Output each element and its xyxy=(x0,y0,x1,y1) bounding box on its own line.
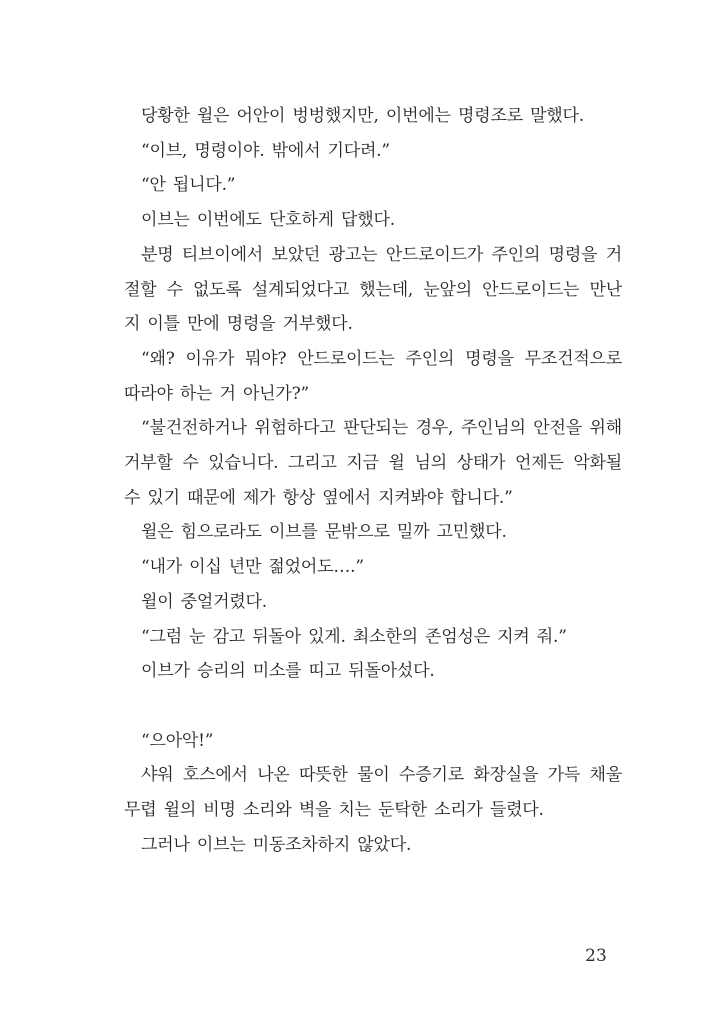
body-text xyxy=(124,99,622,862)
paragraph-dialogue: “그럼 눈 감고 뒤돌아 있게. 최소한의 존엄성은 지켜 줘.” xyxy=(141,626,567,647)
paragraph-dialogue: “불건전하거나 위험하다고 판단되는 경우, 주인님의 안전을 위해 거부할 수 있습니다. 그리고 지금 윌 님의 상태가 언제든 악화될 수 있기 때문에 제가 항상 옆에서 지켜봐야 합니다.” xyxy=(124,418,622,508)
paragraph: 이브가 승리의 미소를 띠고 뒤돌아섰다. xyxy=(141,661,435,682)
page-number: 23 xyxy=(585,946,607,966)
paragraph: 분명 티브이에서 보았던 광고는 안드로이드가 주인의 명령을 거절할 수 없도록 설계되었다고 했는데, 눈앞의 안드로이드는 만난 지 이틀 만에 명령을 거부했다. xyxy=(124,244,622,335)
paragraph: 윌이 중얼거렸다. xyxy=(141,591,267,612)
paragraph-dialogue: “내가 이십 년만 젊었어도….” xyxy=(141,557,364,578)
paragraph-dialogue: “왜? 이유가 뭐야? 안드로이드는 주인의 명령을 무조건적으로 따라야 하는 거 아닌가?” xyxy=(124,348,622,404)
paragraph: 당황한 윌은 어안이 벙벙했지만, 이번에는 명령조로 말했다. xyxy=(141,106,584,126)
paragraph-dialogue: “으아악!” xyxy=(141,730,214,751)
paragraph-dialogue: “안 됩니다.” xyxy=(141,175,236,196)
paragraph: 이브는 이번에도 단호하게 답했다. xyxy=(141,210,395,231)
paragraph-dialogue: “이브, 명령이야. 밖에서 기다려.” xyxy=(141,140,390,161)
paragraph: 윌은 힘으로라도 이브를 문밖으로 밀까 고민했다. xyxy=(141,522,507,543)
paragraph: 그러나 이브는 미동조차하지 않았다. xyxy=(141,834,412,855)
paragraph: 샤워 호스에서 나온 따뜻한 물이 수증기로 화장실을 가득 채울 무렵 윌의 비명 소리와 벽을 치는 둔탁한 소리가 들렸다. xyxy=(124,765,622,821)
